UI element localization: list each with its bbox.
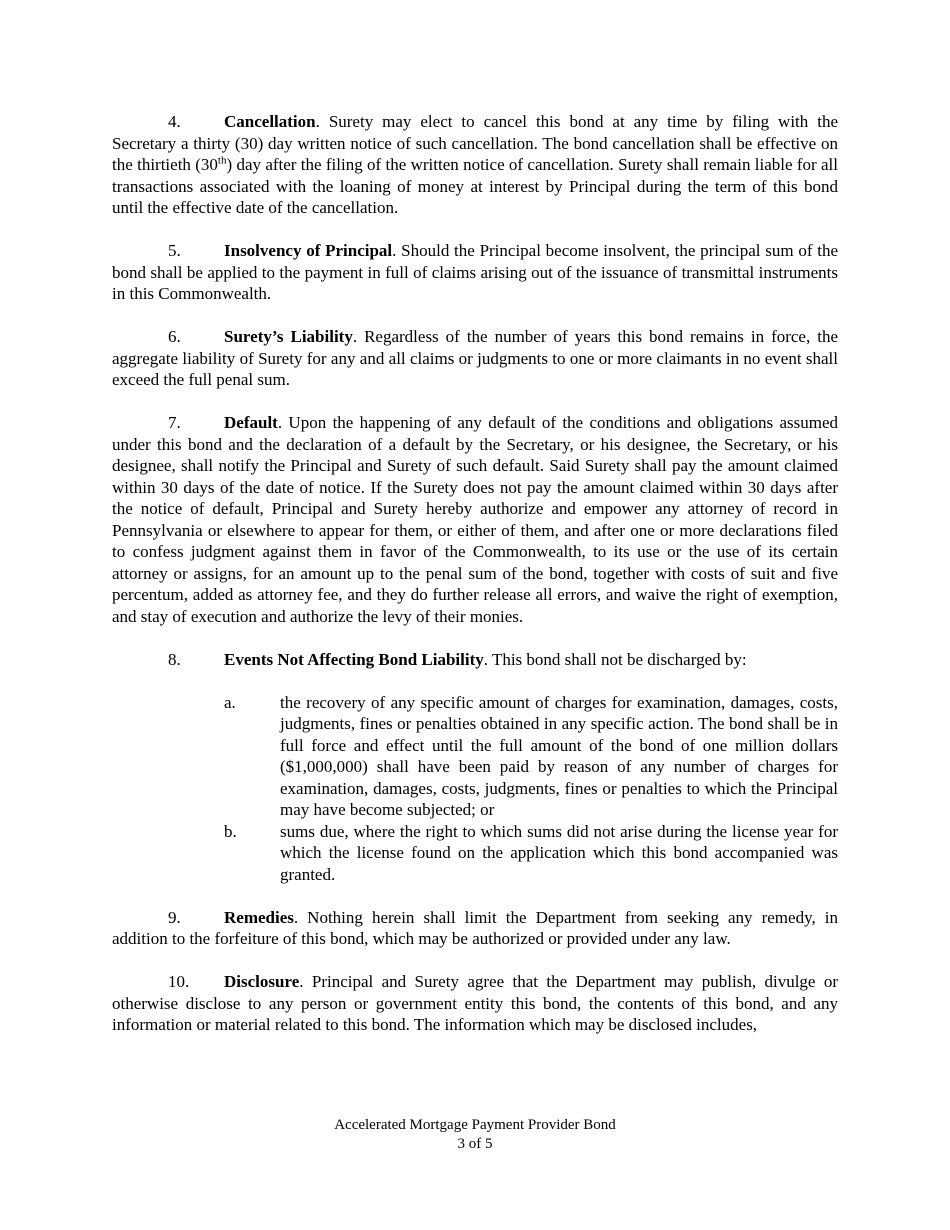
sublist-item-a [224, 692, 838, 821]
item-text: sums due, where the right to which sums did not arise during the license year for which the license found on the application which this bond accompanied was granted. [280, 821, 838, 884]
section-9-remedies [112, 907, 838, 950]
section-number: 6. [168, 327, 181, 346]
section-title: Disclosure [224, 972, 300, 991]
section-number: 5. [168, 241, 181, 260]
section-text: . Nothing herein shall limit the Department from seeking any remedy, in addition to the forfeiture of this bond, which may be authorized or provided under any law. [112, 907, 838, 948]
section-title: Cancellation [224, 112, 316, 131]
section-number: 7. [168, 413, 181, 432]
section-number: 4. [168, 112, 181, 131]
section-number: 10. [168, 972, 190, 991]
section-text-continued: ) day after the filing of the written notice of cancellation. Surety shall remain liable for all transactions associated with the loaning of money at interest by Principal during the term of this bond until the effective date of the cancellation. [112, 155, 838, 217]
section-5-insolvency [112, 240, 838, 305]
section-7-default [112, 412, 838, 627]
section-text: . Regardless of the number of years this bond remains in force, the aggregate liability of Surety for any and all claims or judgments to one or more claimants in no event shall exceed the full penal sum. [112, 327, 838, 389]
footer-title: Accelerated Mortgage Payment Provider Bond [334, 1117, 616, 1133]
section-10-disclosure [112, 971, 838, 1036]
section-title: Events Not Affecting Bond Liability [224, 649, 484, 669]
section-title: Remedies [224, 907, 294, 927]
section-number: 9. [168, 907, 181, 927]
section-6-surety-liability [112, 326, 838, 391]
item-text: the recovery of any specific amount of charges for examination, damages, costs, judgments, fines or penalties obtained in any specific action. The bond shall be in full force and effect until the full amount of the bond of one million dollars ($1,000,000) shall have been paid by reason of any number of charges for examination, damages, costs, judgments, fines or penalties to which the Principal may have become subjected; or [280, 692, 838, 819]
section-title: Insolvency of Principal [224, 241, 393, 260]
section-text: . Principal and Surety agree that the Department may publish, divulge or otherwise disclose to any person or government entity this bond, the contents of this bond, and any information or material related to this bond. The information which may be disclosed includes, [112, 972, 838, 1034]
section-text: . Surety may elect to cancel this bond at any time by filing with the Secretary a thirty (30) day written notice of such cancellation. The bond cancellation shall be effective on the thirtieth (30 [112, 112, 838, 174]
page-number: 3 of 5 [457, 1136, 493, 1152]
section-number: 8. [168, 649, 181, 669]
section-8-sublist [112, 692, 838, 886]
section-text: . Upon the happening of any default of the conditions and obligations assumed under this bond and the declaration of a default by the Secretary, or his designee, the Secretary, or his designee, shall notify the Principal and Surety of such default. Said Surety shall pay the amount claimed within 30 days of the date of notice. If the Surety does not pay the amount claimed within 30 days after the notice of default, Principal and Surety hereby authorize and empower any attorney of record in Pennsylvania or elsewhere to appear for them, or either of them, and after one or more declarations filed to confess judgment against them in favor of the Commonwealth, to its use or the use of its certain attorney or assigns, for an amount up to the penal sum of the bond, together with costs of suit and five percentum, added as attorney fee, and they do further release all errors, and waive the right of exemption, and stay of execution and authorize the levy of their monies. [112, 413, 838, 626]
section-title: Surety’s Liability [224, 327, 353, 346]
section-text: . Should the Principal become insolvent, the principal sum of the bond shall be applied to the payment in full of claims arising out of the issuance of transmittal instruments in this Commonwealth. [112, 241, 838, 303]
item-letter: a. [224, 692, 236, 712]
sublist-item-b [224, 821, 838, 886]
item-letter: b. [224, 821, 237, 841]
section-text: . This bond shall not be discharged by: [483, 649, 747, 669]
page-footer [0, 1116, 950, 1154]
document-body [112, 111, 838, 1057]
section-8-events [112, 649, 838, 671]
section-title: Default [224, 413, 278, 432]
section-4-cancellation [112, 111, 838, 219]
superscript: th [217, 154, 227, 167]
